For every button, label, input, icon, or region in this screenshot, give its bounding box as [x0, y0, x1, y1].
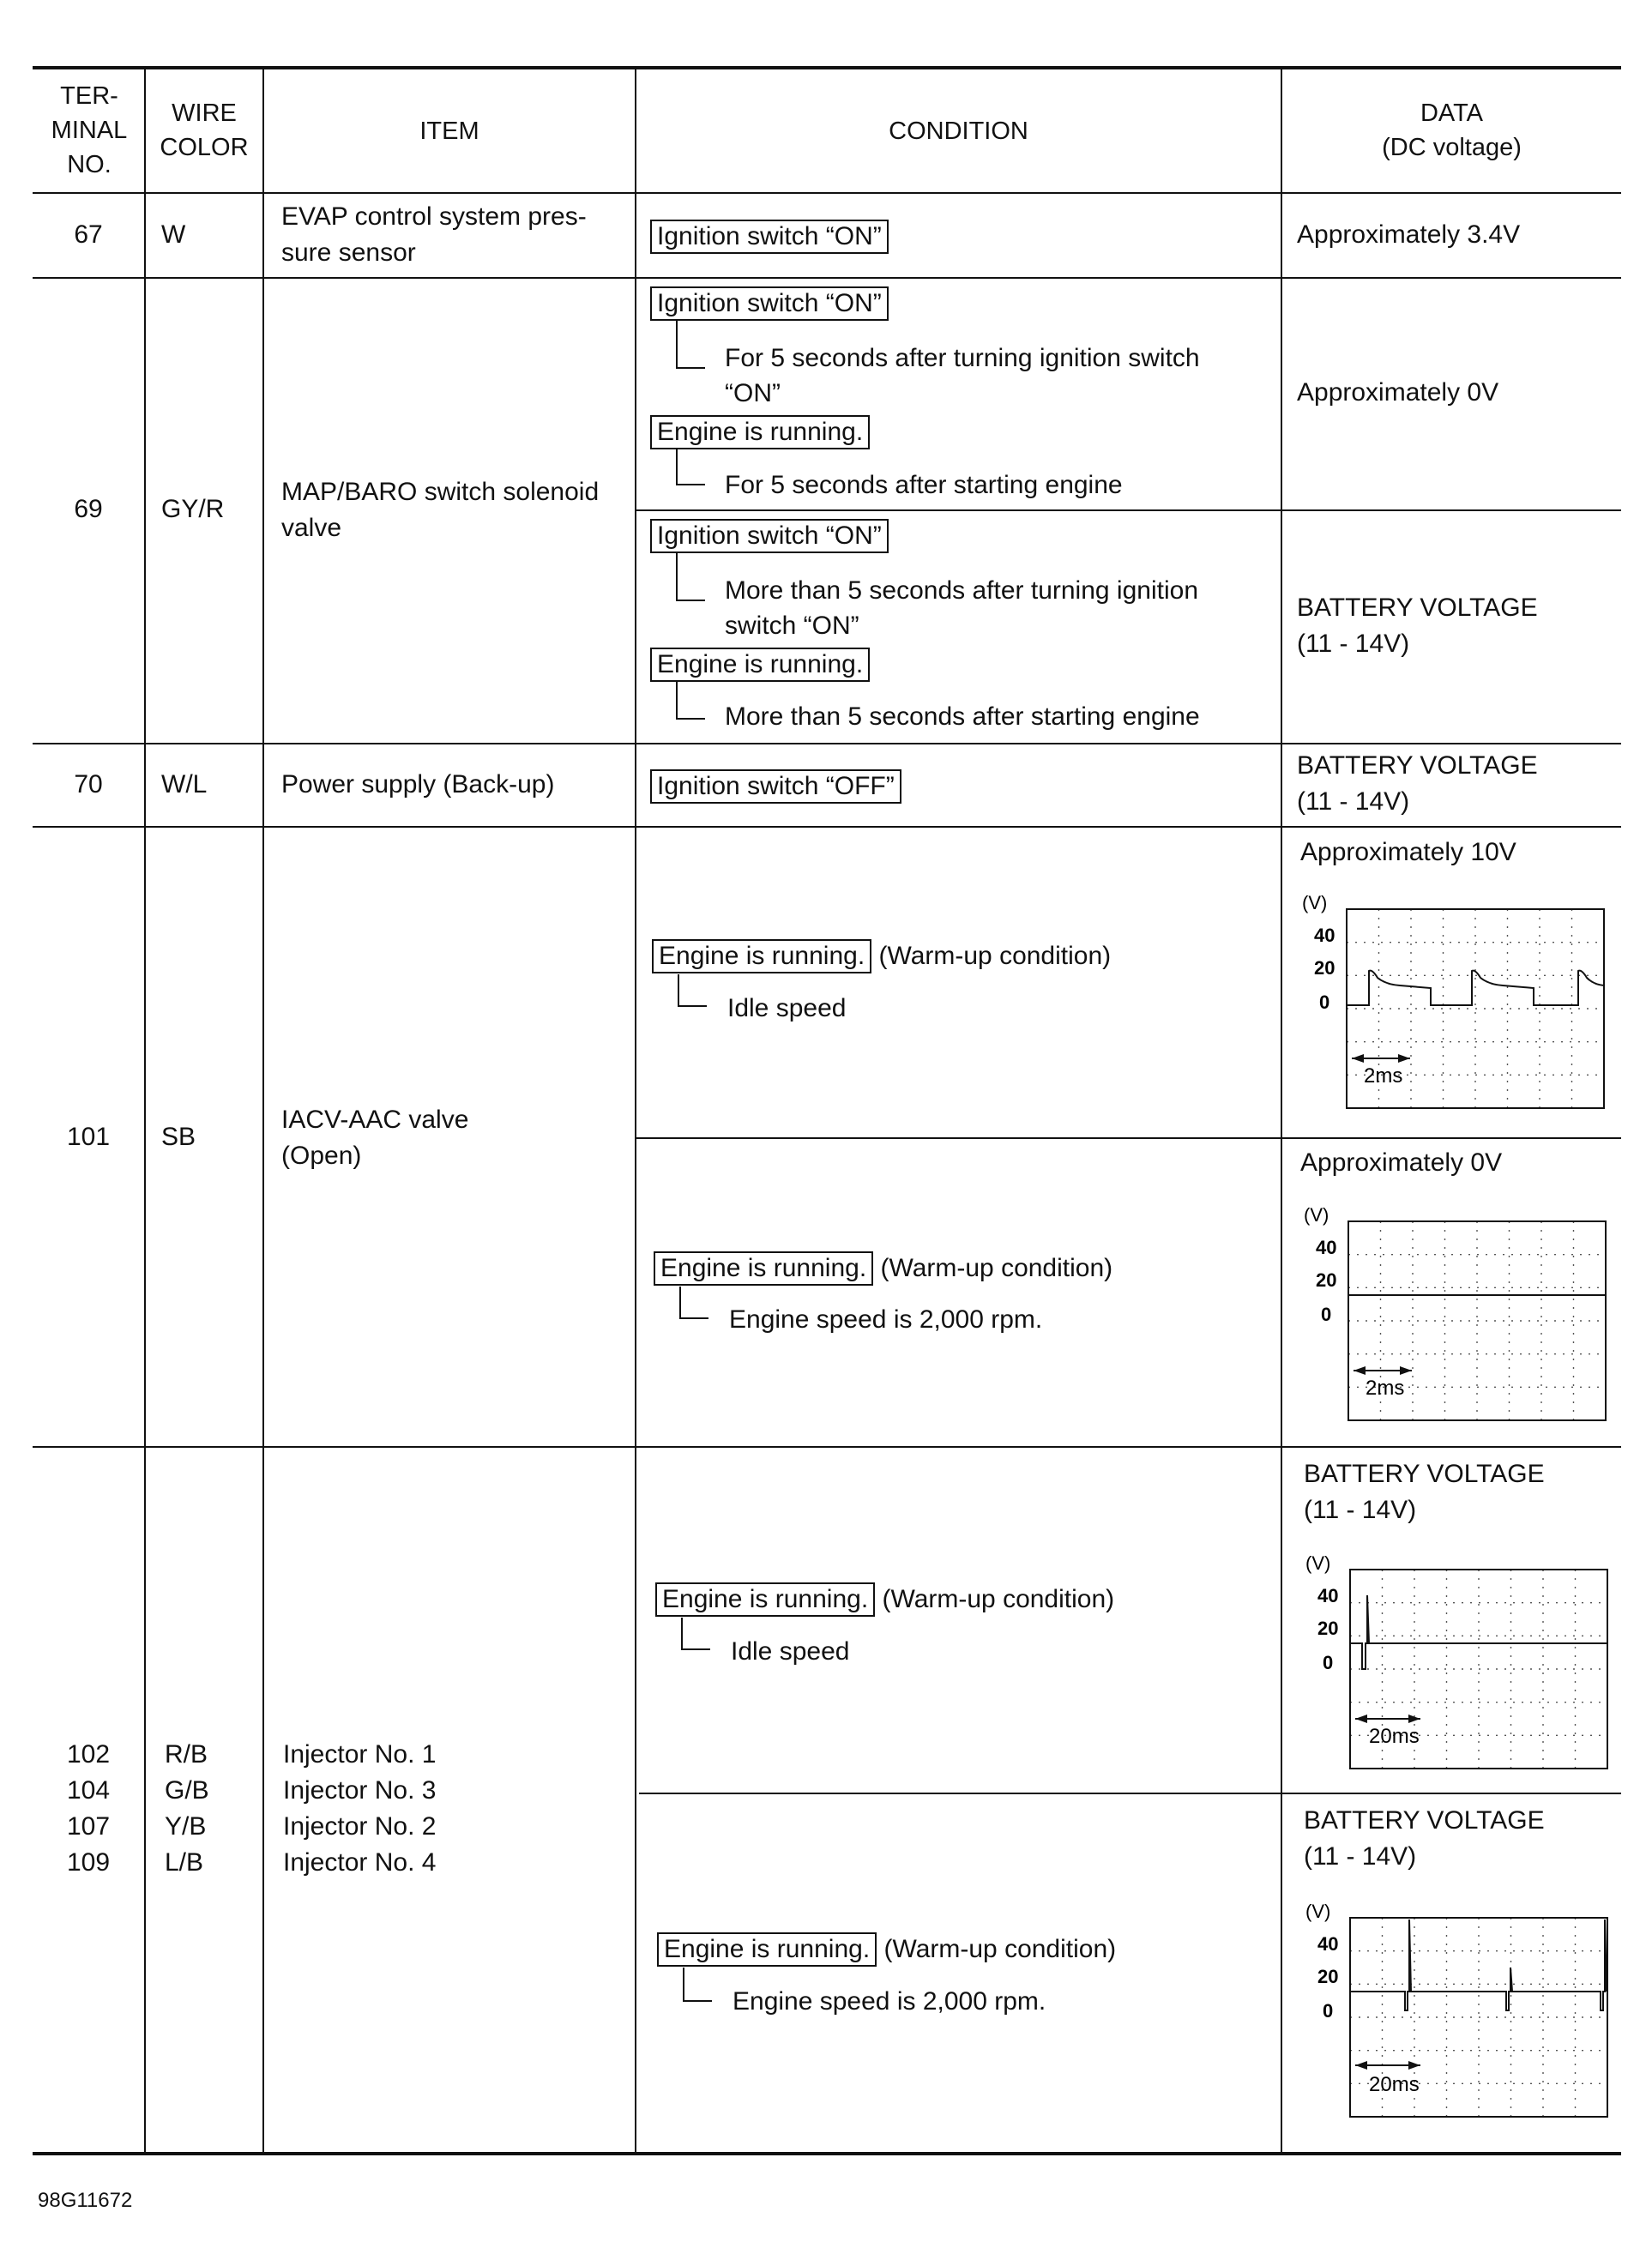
condition-branch: [676, 321, 705, 369]
data-value: Approximately 0V: [1300, 1148, 1503, 1177]
col-rule: [635, 68, 636, 2154]
col-rule: [262, 68, 264, 2154]
timebase-label: 2ms: [1364, 1064, 1403, 1088]
condition-box: Engine is running.: [657, 1932, 877, 1967]
condition-line: [652, 938, 1111, 974]
oscilloscope-waveform: [1304, 1549, 1613, 1772]
scope-tick-label: 40: [1317, 1585, 1339, 1606]
oscilloscope-waveform: [1302, 1201, 1611, 1424]
item-name: Power supply (Back-up): [281, 770, 555, 799]
terminal-number-list: 102 104 107 109: [66, 1740, 111, 1877]
scope-tick-label: 20: [1314, 957, 1335, 979]
scope-tick-label: 40: [1316, 1237, 1337, 1258]
row-sub-divider: [636, 1137, 1621, 1139]
condition-box: Ignition switch “OFF”: [650, 769, 901, 804]
condition-branch: [678, 974, 707, 1007]
scope-tick-label: 0: [1321, 1304, 1332, 1325]
condition-box: Engine is running.: [652, 939, 871, 973]
terminal-number: 101: [66, 1123, 111, 1151]
data-value: Approximately 0V: [1297, 378, 1499, 407]
oscilloscope-waveform: [1304, 1897, 1613, 2120]
condition-note: (Warm-up condition): [883, 1935, 1117, 1963]
scope-tick-label: 20: [1317, 1966, 1339, 1987]
col-rule: [1281, 68, 1282, 2154]
condition-box: Ignition switch “ON”: [650, 519, 889, 553]
condition-box: Engine is running.: [655, 1582, 875, 1617]
condition-note: (Warm-up condition): [880, 1254, 1113, 1282]
condition-branch: [679, 1287, 708, 1319]
condition-detail: For 5 seconds after starting engine: [725, 471, 1123, 499]
data-value: BATTERY VOLTAGE (11 - 14V): [1297, 594, 1538, 658]
scope-tick-label: 20: [1317, 1618, 1339, 1639]
condition-branch: [683, 1968, 712, 2002]
row-divider: [33, 1446, 1621, 1448]
timebase-label: 20ms: [1369, 2073, 1420, 2096]
waveform-trace: [1350, 1595, 1607, 1669]
scope-tick-label: 0: [1323, 2000, 1334, 2022]
item-name: MAP/BARO switch solenoid valve: [281, 478, 600, 542]
data-value: BATTERY VOLTAGE (11 - 14V): [1304, 1806, 1545, 1871]
condition-detail: Idle speed: [727, 994, 847, 1022]
data-value: Approximately 10V: [1300, 838, 1516, 866]
condition-detail: For 5 seconds after turning ignition switch “ON”: [725, 344, 1200, 407]
header-condition: CONDITION: [889, 118, 1028, 145]
scope-tick-label: 40: [1314, 925, 1335, 946]
header-data: DATA (DC voltage): [1382, 99, 1522, 161]
condition-box: Ignition switch “ON”: [650, 286, 889, 321]
wire-color: SB: [161, 1123, 196, 1151]
col-rule: [144, 68, 146, 2154]
terminal-number: 67: [74, 220, 103, 249]
header-bottom-rule: [33, 192, 1621, 194]
condition-line: [654, 1251, 1112, 1287]
timebase-label: 2ms: [1366, 1377, 1405, 1400]
row-sub-divider: [635, 509, 1621, 511]
condition-detail: More than 5 seconds after turning ignition switch “ON”: [725, 576, 1198, 640]
condition-box: Engine is running.: [650, 648, 870, 682]
scope-unit-label: (V): [1305, 1901, 1331, 1922]
header-terminal-no: TER- MINAL NO.: [51, 82, 128, 178]
figure-code: 98G11672: [38, 2189, 133, 2212]
item-name: EVAP control system pres- sure sensor: [281, 202, 587, 267]
condition-box: Engine is running.: [650, 415, 870, 449]
scope-unit-label: (V): [1304, 1204, 1329, 1226]
terminal-number: 69: [74, 495, 103, 523]
wire-color: W: [161, 220, 186, 249]
condition-detail: Engine speed is 2,000 rpm.: [729, 1305, 1043, 1334]
scope-unit-label: (V): [1302, 892, 1328, 913]
scope-unit-label: (V): [1305, 1552, 1331, 1574]
row-divider: [33, 277, 1621, 279]
condition-note: (Warm-up condition): [878, 942, 1112, 970]
wire-color-list: R/B G/B Y/B L/B: [165, 1740, 209, 1877]
header-item: ITEM: [419, 118, 479, 145]
condition-line: [655, 1582, 1114, 1618]
data-value: BATTERY VOLTAGE (11 - 14V): [1304, 1460, 1545, 1524]
row-divider: [33, 743, 1621, 744]
wire-color: W/L: [161, 770, 208, 799]
timebase-label: 20ms: [1369, 1725, 1420, 1748]
condition-detail: Engine speed is 2,000 rpm.: [733, 1987, 1046, 2016]
waveform-trace: [1350, 1919, 1607, 2010]
condition-box: Ignition switch “ON”: [650, 220, 889, 254]
scope-tick-label: 0: [1319, 991, 1330, 1013]
condition-branch: [676, 682, 705, 720]
condition-detail: More than 5 seconds after starting engine: [725, 702, 1200, 731]
item-name: IACV-AAC valve (Open): [281, 1106, 469, 1170]
condition-branch: [676, 449, 705, 485]
row-divider: [33, 826, 1621, 828]
condition-note: (Warm-up condition): [882, 1585, 1115, 1613]
wire-color: GY/R: [161, 495, 225, 523]
scope-tick-label: 20: [1316, 1269, 1337, 1291]
header-wire-color: WIRE COLOR: [160, 99, 249, 161]
condition-detail: Idle speed: [731, 1637, 850, 1666]
table-top-rule: [33, 66, 1621, 69]
data-value: BATTERY VOLTAGE (11 - 14V): [1297, 751, 1538, 816]
table-bottom-rule: [33, 2152, 1621, 2155]
condition-line: [657, 1932, 1116, 1968]
scope-tick-label: 0: [1323, 1652, 1334, 1673]
row-sub-divider: [639, 1793, 1621, 1794]
terminal-number: 70: [74, 770, 103, 799]
data-value: Approximately 3.4V: [1297, 220, 1521, 249]
oscilloscope-waveform: [1300, 889, 1609, 1112]
condition-branch: [681, 1618, 710, 1650]
scope-tick-label: 40: [1317, 1933, 1339, 1955]
condition-box: Engine is running.: [654, 1251, 873, 1286]
condition-branch: [676, 553, 705, 601]
item-name-list: Injector No. 1 Injector No. 3 Injector No. 2 Injector No. 4: [283, 1740, 437, 1877]
